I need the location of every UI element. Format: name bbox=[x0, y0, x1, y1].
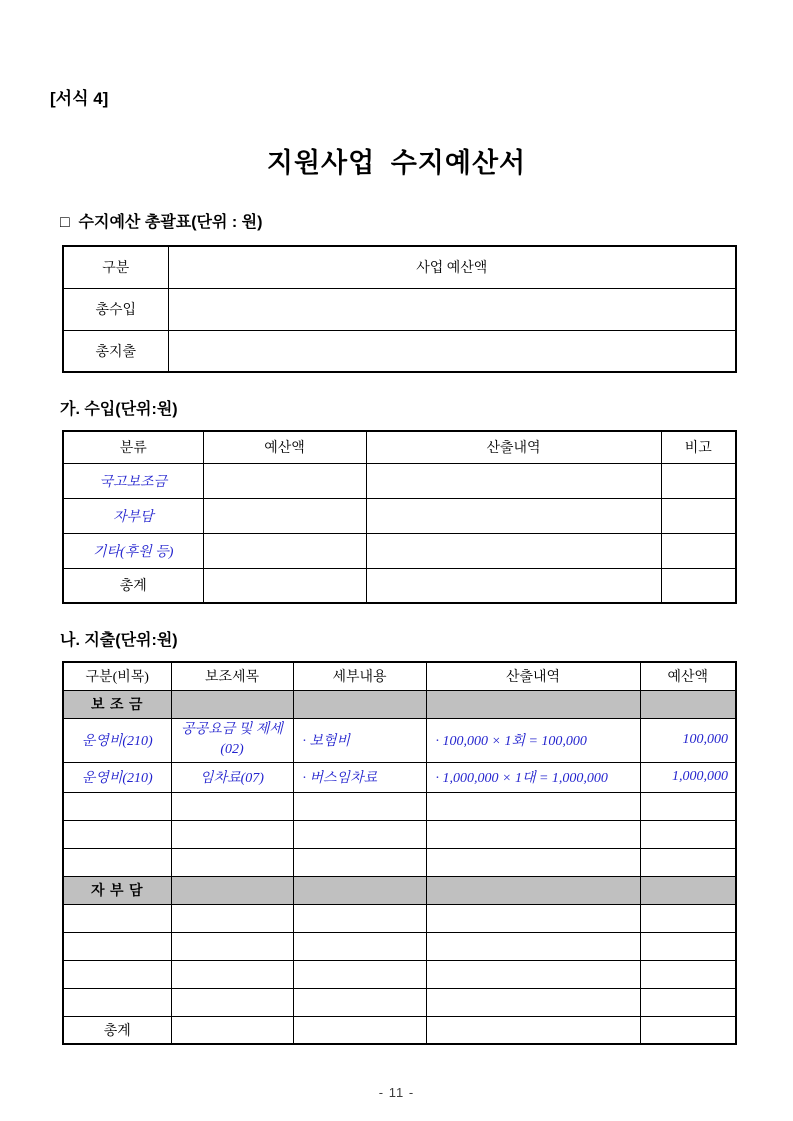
empty-cell bbox=[426, 690, 640, 718]
empty-cell bbox=[171, 876, 293, 904]
empty-cell bbox=[171, 1016, 293, 1044]
income-category: 국고보조금 bbox=[63, 463, 203, 498]
empty-cell bbox=[426, 876, 640, 904]
income-section-heading: 가. 수입(단위:원) bbox=[60, 401, 178, 418]
income-col-header-calc: 산출내역 bbox=[366, 431, 661, 463]
table-row bbox=[63, 498, 736, 533]
expense-group-label: 보 조 금 bbox=[63, 690, 171, 718]
expense-section-heading: 나. 지출(단위:원) bbox=[60, 632, 178, 649]
empty-cell bbox=[426, 960, 640, 988]
expense-amount: 1,000,000 bbox=[640, 762, 736, 792]
expense-empty-row bbox=[63, 792, 736, 820]
income-table bbox=[62, 430, 737, 604]
income-category: 기타(후원 등) bbox=[63, 533, 203, 568]
income-col-header-note: 비고 bbox=[661, 431, 736, 463]
table-row bbox=[63, 568, 736, 603]
income-budget-cell bbox=[203, 533, 366, 568]
summary-col-header-budget: 사업 예산액 bbox=[168, 246, 736, 288]
empty-cell bbox=[640, 988, 736, 1016]
income-budget-cell bbox=[203, 498, 366, 533]
empty-cell bbox=[640, 904, 736, 932]
expense-item: 운영비(210) bbox=[63, 762, 171, 792]
empty-cell bbox=[640, 932, 736, 960]
empty-cell bbox=[171, 988, 293, 1016]
empty-cell bbox=[171, 820, 293, 848]
income-col-header-category: 분류 bbox=[63, 431, 203, 463]
empty-cell bbox=[63, 820, 171, 848]
empty-cell bbox=[426, 988, 640, 1016]
table-row bbox=[63, 330, 736, 372]
empty-cell bbox=[293, 792, 426, 820]
expense-col-header-subitem: 보조세목 bbox=[171, 662, 293, 690]
empty-cell bbox=[63, 848, 171, 876]
expense-total-label: 총계 bbox=[63, 1016, 171, 1044]
empty-cell bbox=[293, 690, 426, 718]
summary-col-header-gubun: 구분 bbox=[63, 246, 168, 288]
expense-detail: · 보험비 bbox=[293, 718, 426, 762]
expense-table bbox=[62, 661, 737, 1045]
expense-data-row bbox=[63, 718, 736, 762]
income-budget-cell bbox=[203, 463, 366, 498]
expense-subitem: 공공요금 및 제세(02) bbox=[171, 718, 293, 762]
document-title: 지원사업 수지예산서 bbox=[266, 148, 527, 178]
empty-cell bbox=[640, 792, 736, 820]
table-row bbox=[63, 463, 736, 498]
income-note-cell bbox=[661, 568, 736, 603]
empty-cell bbox=[426, 1016, 640, 1044]
income-calc-cell bbox=[366, 568, 661, 603]
empty-cell bbox=[293, 960, 426, 988]
page-number: - 11 - bbox=[378, 1085, 415, 1100]
expense-group-row-self-funding bbox=[63, 876, 736, 904]
expense-item: 운영비(210) bbox=[63, 718, 171, 762]
empty-cell bbox=[63, 932, 171, 960]
empty-cell bbox=[171, 960, 293, 988]
empty-cell bbox=[171, 848, 293, 876]
expense-empty-row bbox=[63, 848, 736, 876]
empty-cell bbox=[640, 848, 736, 876]
empty-cell bbox=[63, 904, 171, 932]
empty-cell bbox=[171, 792, 293, 820]
expense-empty-row bbox=[63, 820, 736, 848]
empty-cell bbox=[640, 960, 736, 988]
table-header-row bbox=[63, 662, 736, 690]
empty-cell bbox=[293, 820, 426, 848]
summary-total-expense-value bbox=[168, 330, 736, 372]
empty-cell bbox=[293, 848, 426, 876]
expense-empty-row bbox=[63, 988, 736, 1016]
income-budget-cell bbox=[203, 568, 366, 603]
expense-group-label: 자 부 담 bbox=[63, 876, 171, 904]
expense-calc: · 1,000,000 × 1대 = 1,000,000 bbox=[426, 762, 640, 792]
expense-col-header-amount: 예산액 bbox=[640, 662, 736, 690]
table-header-row bbox=[63, 431, 736, 463]
summary-total-income-value bbox=[168, 288, 736, 330]
expense-empty-row bbox=[63, 960, 736, 988]
empty-cell bbox=[426, 904, 640, 932]
empty-cell bbox=[293, 932, 426, 960]
income-total-label: 총계 bbox=[63, 568, 203, 603]
empty-cell bbox=[426, 932, 640, 960]
empty-cell bbox=[293, 988, 426, 1016]
expense-empty-row bbox=[63, 904, 736, 932]
summary-row-label-total-income: 총수입 bbox=[63, 288, 168, 330]
empty-cell bbox=[426, 792, 640, 820]
expense-empty-row bbox=[63, 932, 736, 960]
summary-row-label-total-expense: 총지출 bbox=[63, 330, 168, 372]
income-note-cell bbox=[661, 498, 736, 533]
expense-group-row-subsidy bbox=[63, 690, 736, 718]
expense-subitem: 임차료(07) bbox=[171, 762, 293, 792]
income-calc-cell bbox=[366, 498, 661, 533]
empty-cell bbox=[640, 690, 736, 718]
income-calc-cell bbox=[366, 533, 661, 568]
expense-col-header-item: 구분(비목) bbox=[63, 662, 171, 690]
empty-cell bbox=[63, 960, 171, 988]
income-note-cell bbox=[661, 463, 736, 498]
table-row bbox=[63, 246, 736, 288]
table-row bbox=[63, 533, 736, 568]
income-category: 자부담 bbox=[63, 498, 203, 533]
income-calc-cell bbox=[366, 463, 661, 498]
summary-table bbox=[62, 245, 737, 373]
expense-detail: · 버스임차료 bbox=[293, 762, 426, 792]
summary-section-heading: □ 수지예산 총괄표(단위 : 원) bbox=[60, 214, 263, 231]
income-note-cell bbox=[661, 533, 736, 568]
empty-cell bbox=[426, 848, 640, 876]
empty-cell bbox=[640, 1016, 736, 1044]
expense-col-header-detail: 세부내용 bbox=[293, 662, 426, 690]
form-number-label: [서식 4] bbox=[50, 89, 109, 108]
empty-cell bbox=[293, 904, 426, 932]
empty-cell bbox=[640, 876, 736, 904]
empty-cell bbox=[426, 820, 640, 848]
income-col-header-budget: 예산액 bbox=[203, 431, 366, 463]
empty-cell bbox=[293, 876, 426, 904]
empty-cell bbox=[640, 820, 736, 848]
expense-data-row bbox=[63, 762, 736, 792]
expense-amount: 100,000 bbox=[640, 718, 736, 762]
expense-calc: · 100,000 × 1회 = 100,000 bbox=[426, 718, 640, 762]
empty-cell bbox=[171, 932, 293, 960]
empty-cell bbox=[171, 690, 293, 718]
empty-cell bbox=[63, 792, 171, 820]
empty-cell bbox=[171, 904, 293, 932]
expense-total-row bbox=[63, 1016, 736, 1044]
empty-cell bbox=[293, 1016, 426, 1044]
table-row bbox=[63, 288, 736, 330]
expense-col-header-calc: 산출내역 bbox=[426, 662, 640, 690]
empty-cell bbox=[63, 988, 171, 1016]
